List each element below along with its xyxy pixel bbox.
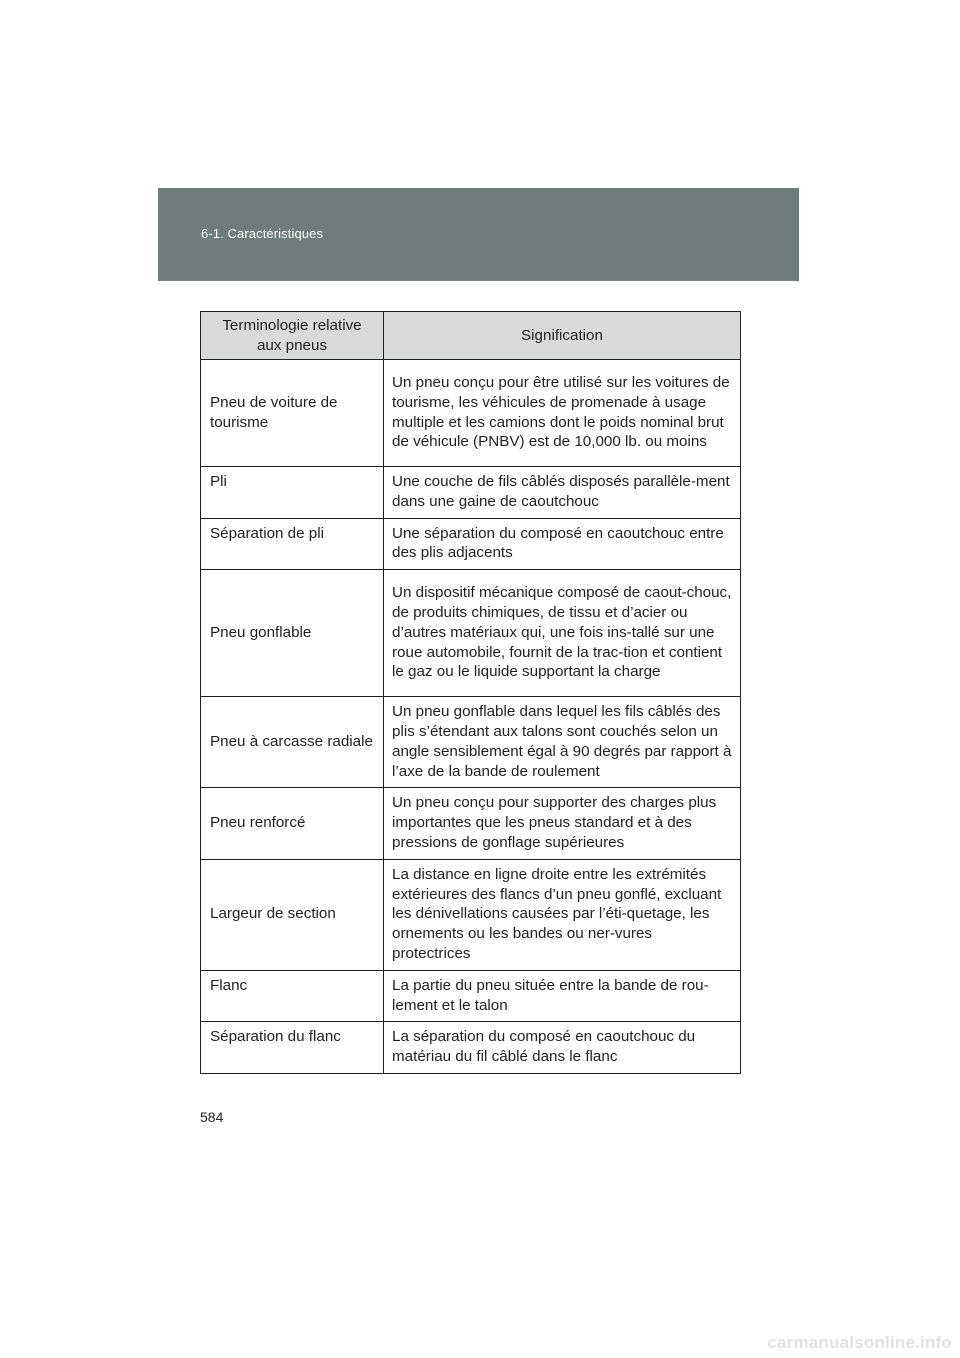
table-row (201, 570, 741, 697)
table-row (201, 859, 741, 970)
meaning-cell: La partie du pneu située entre la bande de rou-lement et le talon (384, 970, 741, 1022)
term-cell: Pneu renforcé (201, 788, 384, 859)
table-row (201, 788, 741, 859)
meaning-cell: Une séparation du composé en caoutchouc entre des plis adjacents (384, 518, 741, 570)
watermark: carmanualsonline.info (767, 1333, 952, 1352)
meaning-cell: La distance en ligne droite entre les extrémités extérieures des flancs d’un pneu gonflé, excluant les dénivellations causées par l’éti-quetage, les ornements ou les bandes ou ner-vures protectrices (384, 859, 741, 970)
term-cell: Séparation de pli (201, 518, 384, 570)
column-header-term: Terminologie relative aux pneus (201, 312, 384, 360)
table-row (201, 697, 741, 788)
column-header-meaning: Signification (384, 312, 741, 360)
table-row (201, 360, 741, 467)
term-cell: Largeur de section (201, 859, 384, 970)
term-cell: Pneu à carcasse radiale (201, 697, 384, 788)
term-cell: Séparation du flanc (201, 1022, 384, 1074)
tire-terminology-table (200, 311, 741, 1074)
meaning-cell: Un pneu gonflable dans lequel les fils câblés des plis s’étendant aux talons sont couchés selon un angle sensiblement égal à 90 degrés par rapport à l’axe de la bande de roulement (384, 697, 741, 788)
table-row (201, 970, 741, 1022)
meaning-cell: Un dispositif mécanique composé de caout-chouc, de produits chimiques, de tissu et d’acier ou d’autres matériaux qui, une fois ins-tallé sur une roue automobile, fournit de la trac-tion et contient le gaz ou le liquide supportant la charge (384, 570, 741, 697)
table-row (201, 518, 741, 570)
term-cell: Pneu de voiture de tourisme (201, 360, 384, 467)
term-cell: Pneu gonflable (201, 570, 384, 697)
meaning-cell: La séparation du composé en caoutchouc du matériau du fil câblé dans le flanc (384, 1022, 741, 1074)
section-title: 6-1. Caractéristiques (201, 226, 324, 241)
table-header-row (201, 312, 741, 360)
meaning-cell: Un pneu conçu pour être utilisé sur les voitures de tourisme, les véhicules de promenade à usage multiple et les camions dont le poids nominal brut de véhicule (PNBV) est de 10,000 lb. ou moins (384, 360, 741, 467)
meaning-cell: Une couche de fils câblés disposés parallèle-ment dans une gaine de caoutchouc (384, 467, 741, 519)
page-number: 584 (200, 1109, 224, 1125)
table-row (201, 467, 741, 519)
term-cell: Flanc (201, 970, 384, 1022)
table-row (201, 1022, 741, 1074)
section-header-band (158, 188, 799, 281)
meaning-cell: Un pneu conçu pour supporter des charges plus importantes que les pneus standard et à des pressions de gonflage supérieures (384, 788, 741, 859)
term-cell: Pli (201, 467, 384, 519)
